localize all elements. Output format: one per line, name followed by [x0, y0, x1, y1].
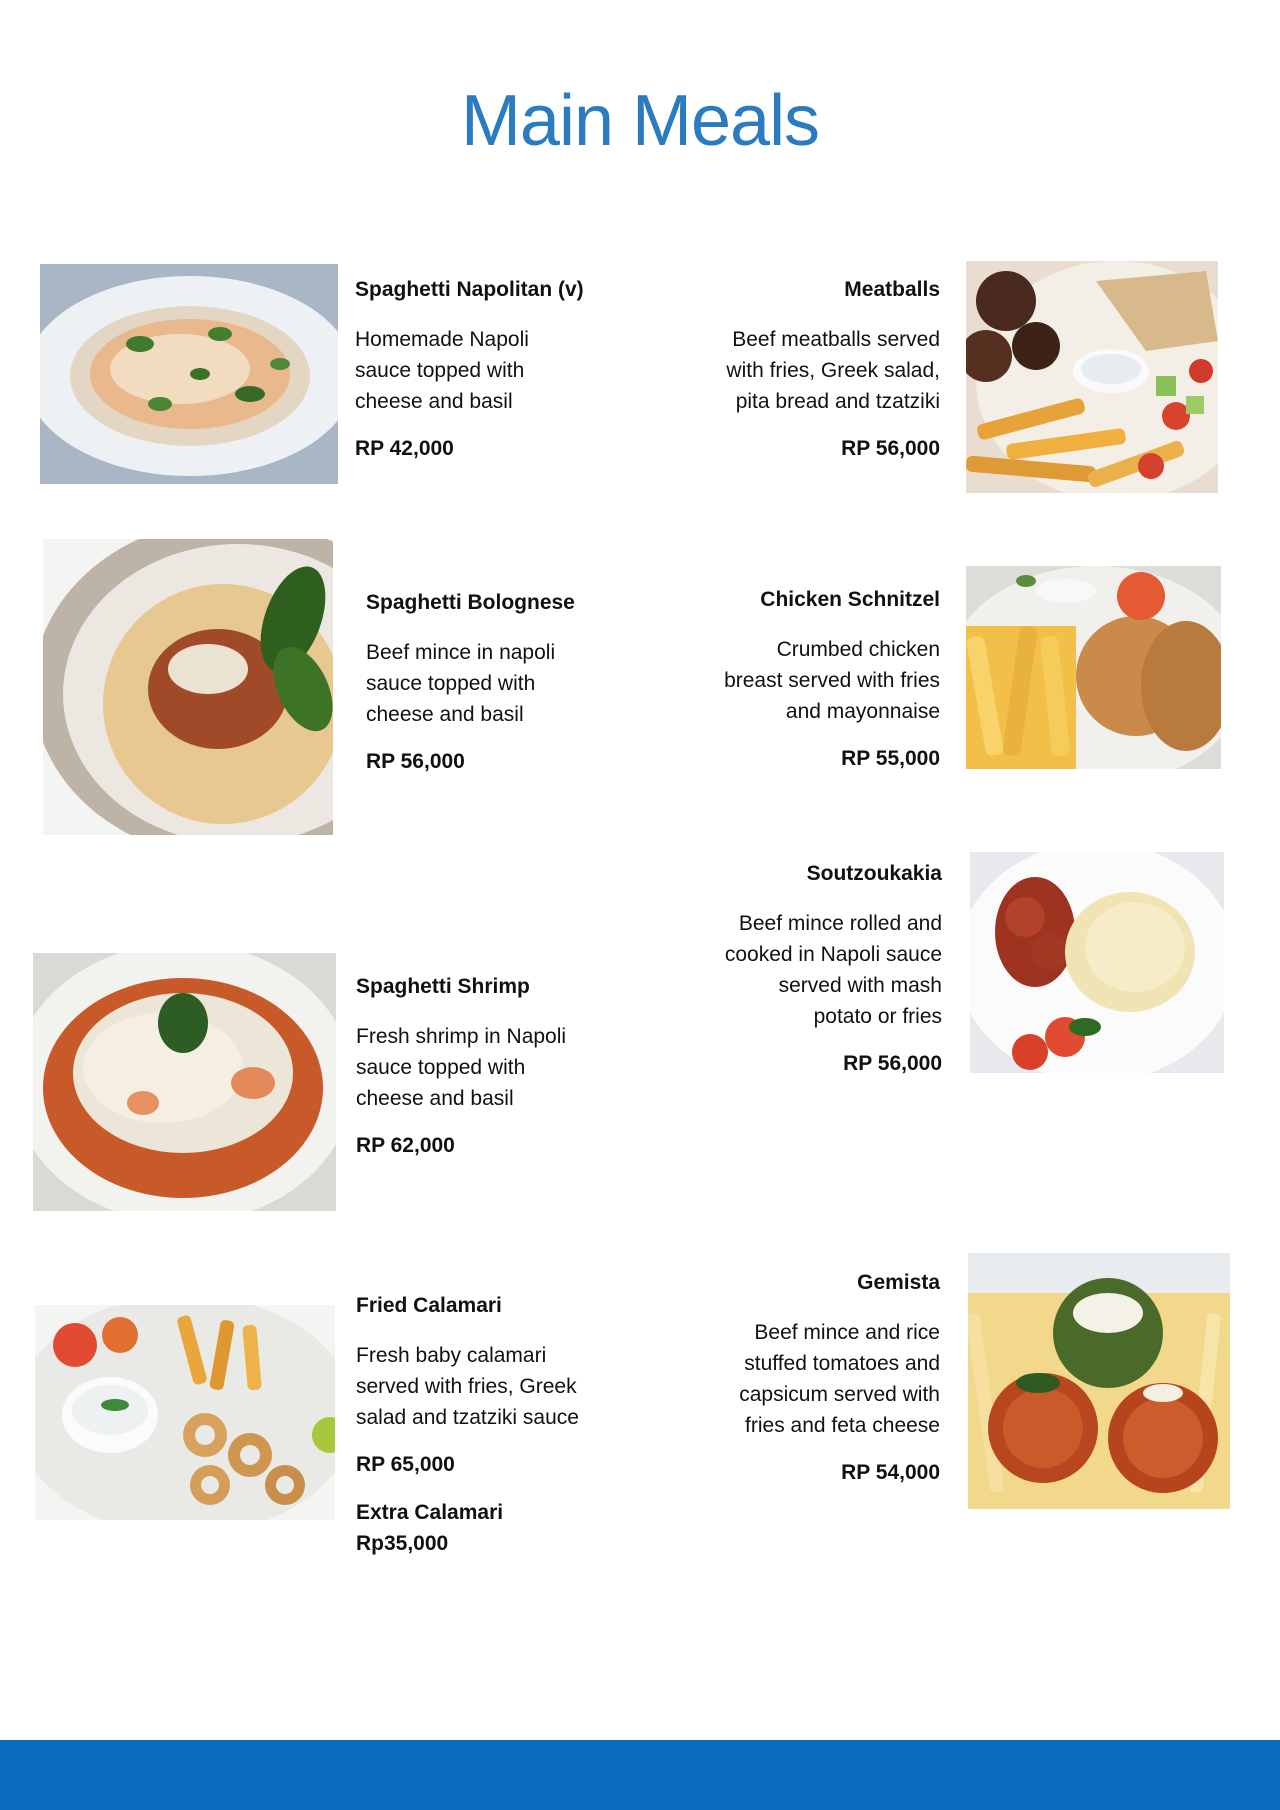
item-price: RP 56,000: [366, 750, 465, 773]
menu-item-soutzoukakia: [662, 860, 942, 1078]
item-description: Beef meatballs served with fries, Greek salad, pita bread and tzatziki: [726, 328, 940, 413]
item-name: Fried Calamari: [356, 1294, 502, 1317]
item-price: RP 56,000: [841, 437, 940, 460]
meatballs-photo: [966, 261, 1218, 493]
item-price: RP 55,000: [841, 747, 940, 770]
menu-item-fried-calamari: [356, 1292, 636, 1559]
menu-item-spaghetti-napolitan: [355, 276, 625, 463]
item-description: Crumbed chicken breast served with fries and mayonnaise: [724, 638, 940, 723]
menu-item-meatballs: [640, 276, 940, 463]
item-extra: [356, 1497, 636, 1559]
spaghetti-bolognese-photo: [43, 539, 333, 835]
menu-item-gemista: [660, 1269, 940, 1487]
item-name: Spaghetti Bolognese: [366, 591, 575, 614]
item-price: RP 62,000: [356, 1134, 455, 1157]
item-description: Fresh baby calamari served with fries, Greek salad and tzatziki sauce: [356, 1344, 579, 1429]
item-price: RP 56,000: [843, 1052, 942, 1075]
menu-item-chicken-schnitzel: [660, 586, 940, 773]
menu-item-spaghetti-shrimp: [356, 973, 626, 1160]
gemista-photo: [968, 1253, 1230, 1509]
item-price: RP 54,000: [841, 1461, 940, 1484]
item-name: Chicken Schnitzel: [760, 588, 940, 611]
page-title: Main Meals: [460, 81, 820, 161]
item-price: RP 42,000: [355, 437, 454, 460]
item-name: Spaghetti Shrimp: [356, 975, 530, 998]
item-description: Beef mince rolled and cooked in Napoli sauce served with mash potato or fries: [724, 912, 942, 1028]
spaghetti-shrimp-photo: [33, 953, 336, 1211]
item-name: Soutzoukakia: [806, 862, 942, 885]
extra-label: Extra Calamari: [356, 1501, 504, 1524]
fried-calamari-photo: [35, 1305, 335, 1520]
item-description: Beef mince and rice stuffed tomatoes and capsicum served with fries and feta cheese: [739, 1321, 940, 1437]
item-description: Homemade Napoli sauce topped with cheese and basil: [355, 328, 529, 413]
spaghetti-napolitan-photo: [40, 264, 338, 484]
item-name: Meatballs: [844, 278, 940, 301]
extra-price: Rp35,000: [356, 1532, 449, 1555]
item-name: Gemista: [857, 1271, 940, 1294]
item-name: Spaghetti Napolitan (v): [355, 278, 584, 301]
menu-item-spaghetti-bolognese: [366, 589, 626, 776]
chicken-schnitzel-photo: [966, 566, 1221, 769]
item-description: Fresh shrimp in Napoli sauce topped with cheese and basil: [356, 1025, 567, 1110]
footer-bar: [0, 1740, 1280, 1810]
soutzoukakia-photo: [970, 852, 1224, 1073]
item-price: RP 65,000: [356, 1453, 455, 1476]
item-description: Beef mince in napoli sauce topped with cheese and basil: [366, 641, 556, 726]
